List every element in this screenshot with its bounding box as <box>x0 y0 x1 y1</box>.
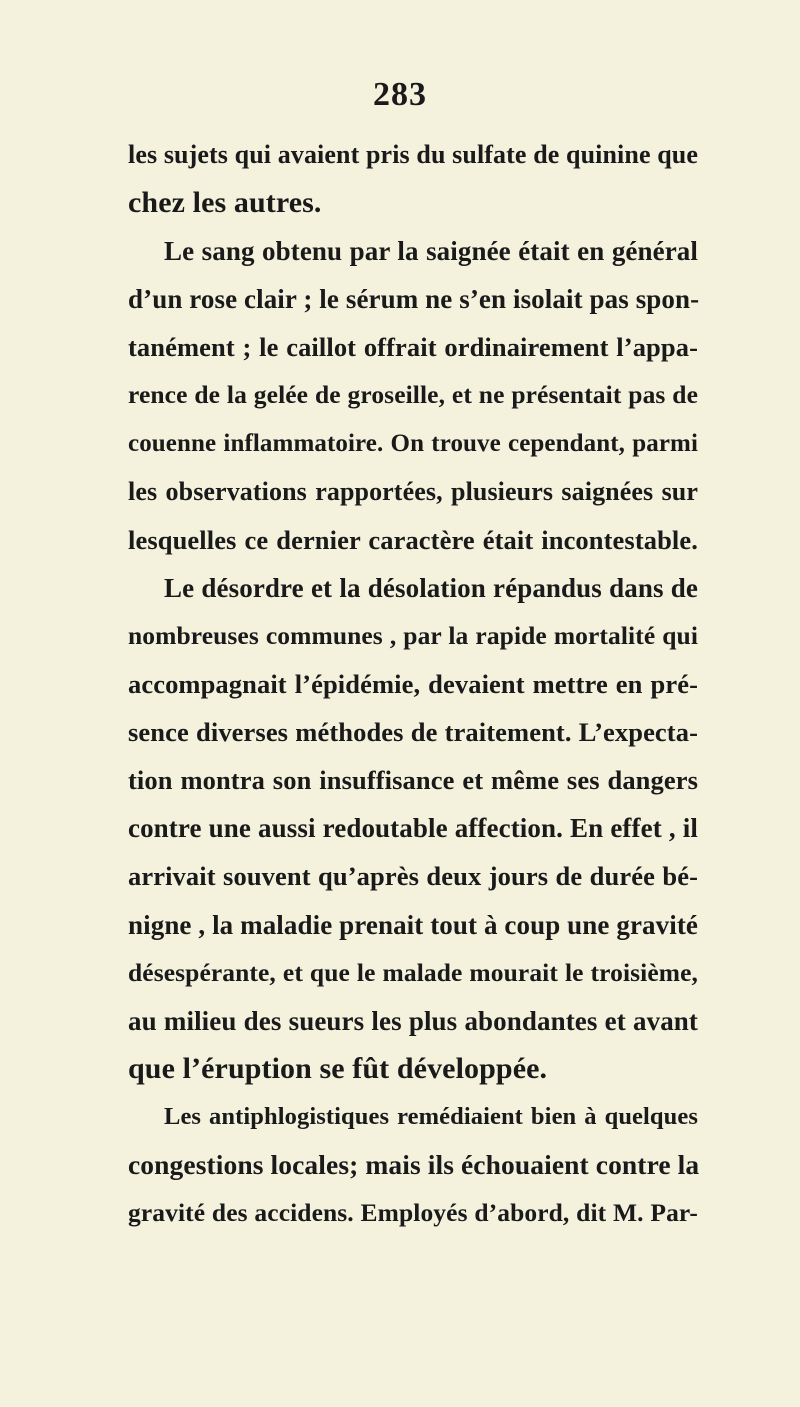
text-line: les sujets qui avaient pris du sulfate de quinine que <box>128 140 698 169</box>
page-number: 283 <box>373 76 427 113</box>
text-line: tion montra son insuffisance et même ses dangers <box>128 765 698 796</box>
text-line: congestions locales; mais ils échouaient contre la <box>128 1148 700 1180</box>
text-line: Le désordre et la désolation répandus dans de <box>164 572 698 603</box>
text-line: rence de la gelée de groseille, et ne présentait pas de <box>128 380 698 410</box>
body-text <box>128 131 698 1237</box>
text-line: désespérante, et que le malade mourait le troisième, <box>128 957 698 987</box>
text-line: couenne inflammatoire. On trouve cependant, parmi <box>128 429 698 457</box>
text-line: nigne , la maladie prenait tout à coup une gravité <box>128 909 699 940</box>
text-line: tanément ; le caillot offrait ordinairement l’appa- <box>128 332 698 363</box>
text-line: sence diverses méthodes de traitement. L’expecta- <box>128 717 698 748</box>
text-line: contre une aussi redoutable affection. En effet , il <box>128 813 698 844</box>
text-line: Le sang obtenu par la saignée était en général <box>164 236 698 267</box>
text-line: au milieu des sueurs les plus abondantes et avant <box>128 1005 698 1036</box>
text-line: Les antiphlogistiques remédiaient bien à quelques <box>164 1102 698 1130</box>
text-line: arrivait souvent qu’après deux jours de durée bé- <box>128 861 698 892</box>
text-line: d’un rose clair ; le sérum ne s’en isolait pas spon- <box>128 284 700 315</box>
text-line: chez les autres. <box>128 186 322 220</box>
text-line: les observations rapportées, plusieurs saignées sur <box>128 476 698 506</box>
text-line: accompagnait l’épidémie, devaient mettre en pré- <box>128 669 698 700</box>
text-line: que l’éruption se fût développée. <box>128 1051 548 1085</box>
text-line: gravité des accidens. Employés d’abord, dit M. Par- <box>128 1198 698 1228</box>
text-line: lesquelles ce dernier caractère était incontestable. <box>128 524 698 555</box>
text-line: nombreuses communes , par la rapide mortalité qui <box>128 620 698 650</box>
